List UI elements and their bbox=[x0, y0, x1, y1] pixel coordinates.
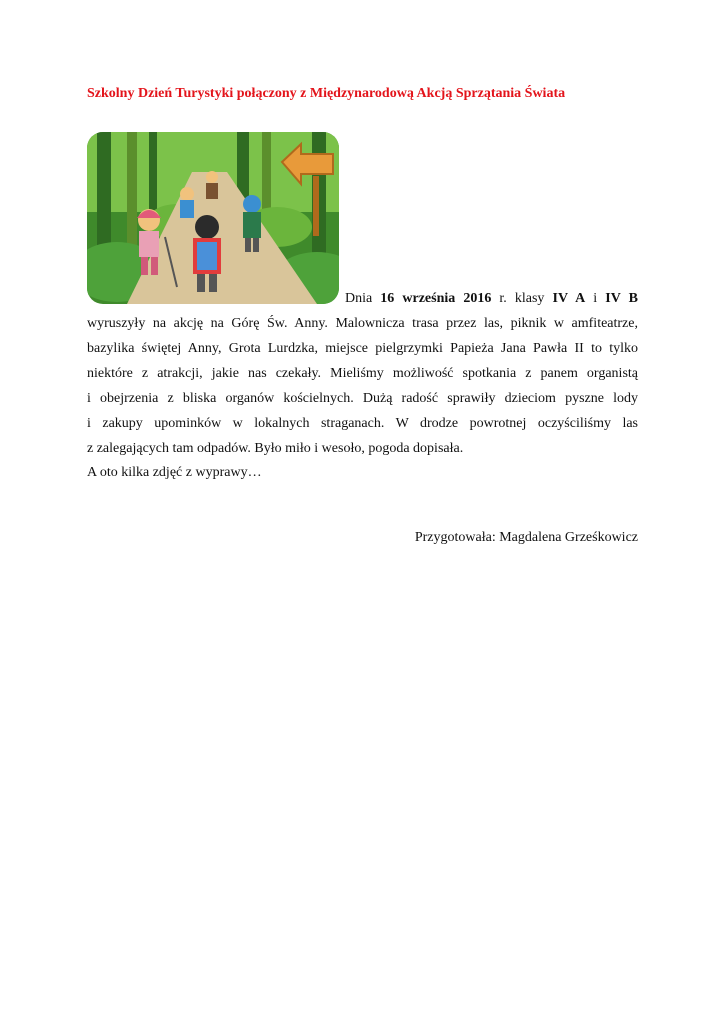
paragraph-line-8: A oto kilka zdjęć z wyprawy… bbox=[87, 465, 262, 480]
hiking-kids-illustration bbox=[87, 132, 339, 304]
paragraph-line-6: i zakupy upominków w lokalnych straganach. W drodze powrotnej oczyściliśmy las bbox=[87, 416, 638, 431]
paragraph-line-4: niektóre z atrakcji, jakie nas czekały. Mieliśmy możliwość spotkania z panem organistą bbox=[87, 366, 638, 381]
document-title: Szkolny Dzień Turystyki połączony z Międzynarodową Akcją Sprzątania Świata bbox=[87, 86, 566, 101]
author-signature: Przygotowała: Magdalena Grześkowicz bbox=[414, 530, 638, 545]
paragraph-line-7: z zalegających tam odpadów. Było miło i wesoło, pogoda dopisała. bbox=[87, 441, 464, 456]
paragraph-line-3: bazylika świętej Anny, Grota Lurdzka, miejsce pielgrzymki Papieża Jana Pawła II to tylko bbox=[87, 341, 638, 356]
paragraph-line-2: wyruszyły na akcję na Górę Św. Anny. Malownicza trasa przez las, piknik w amfiteatrze, bbox=[87, 316, 638, 331]
paragraph-line-5: i obejrzenia z bliska organów kościelnych. Dużą radość sprawiły dzieciom pyszne lody bbox=[87, 391, 638, 406]
paragraph-line-1: Dnia 16 września 2016 r. klasy IV A i IV B bbox=[345, 291, 638, 306]
